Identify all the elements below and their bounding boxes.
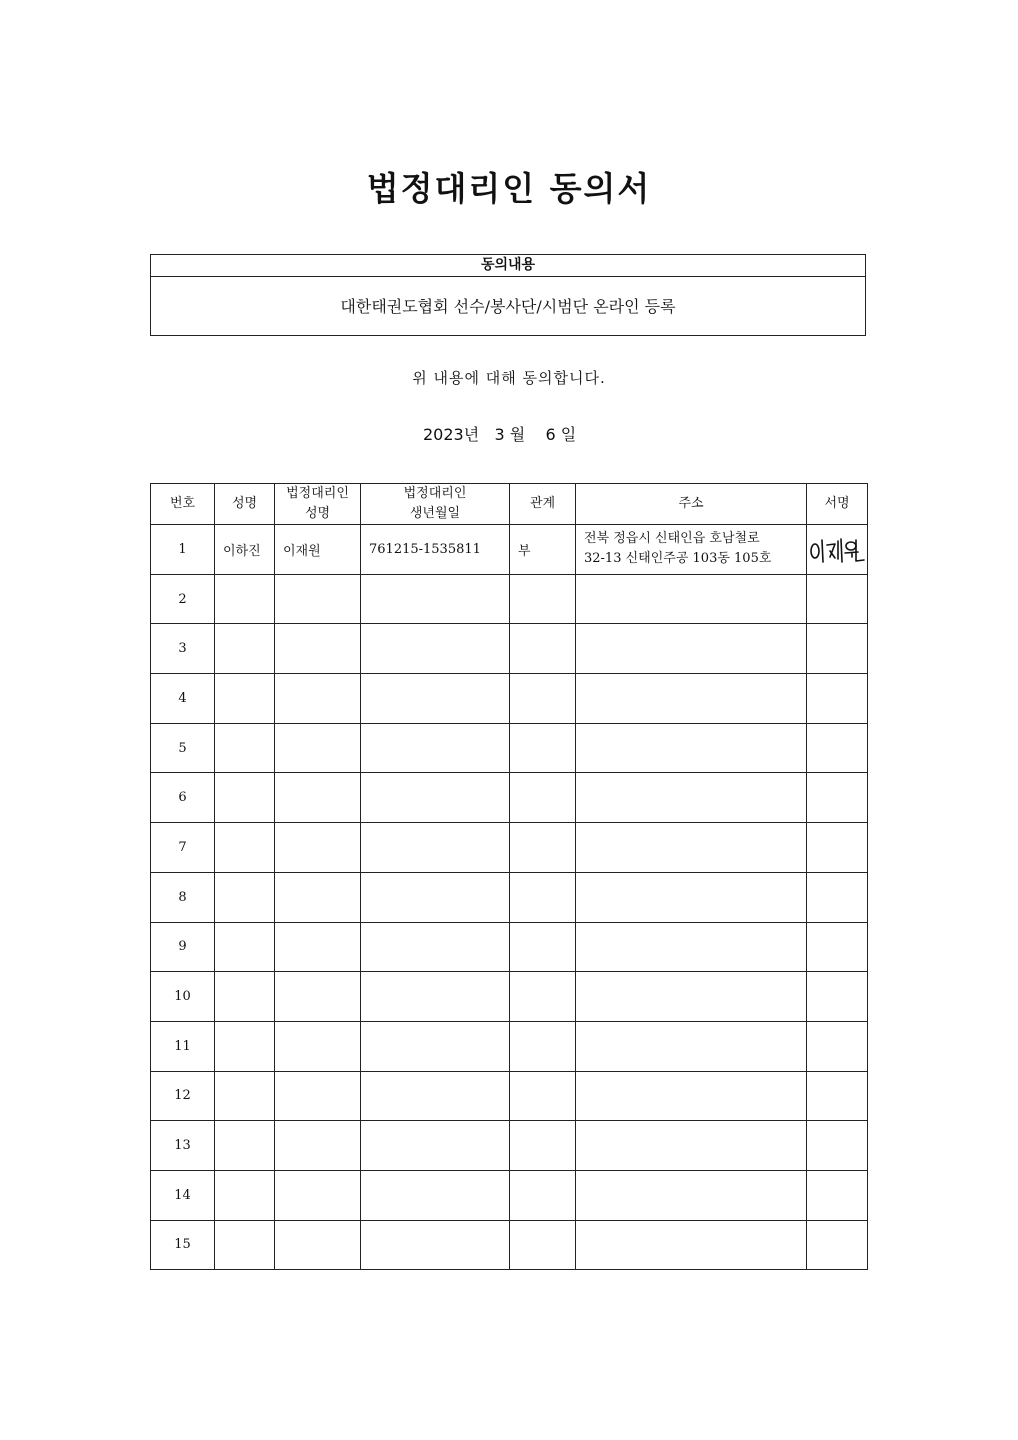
row-guardian-name xyxy=(275,1021,361,1071)
row-relation xyxy=(510,1021,576,1071)
row-guardian-name xyxy=(275,1220,361,1270)
header-guardian-birth-line1: 법정대리인 xyxy=(403,486,467,501)
row-signature xyxy=(807,624,868,674)
row-guardian-name xyxy=(275,1121,361,1171)
table-row xyxy=(151,1220,868,1270)
header-guardian-birth xyxy=(361,484,510,525)
row-no: 2 xyxy=(151,574,215,624)
row-relation: 부 xyxy=(510,525,576,575)
row-guardian-birth xyxy=(361,972,510,1022)
row-guardian-birth xyxy=(361,723,510,773)
header-guardian-name-line2: 성명 xyxy=(304,506,331,521)
row-guardian-name xyxy=(275,723,361,773)
row-no: 13 xyxy=(151,1121,215,1171)
row-address xyxy=(576,823,807,873)
header-guardian-name xyxy=(275,484,361,525)
row-signature xyxy=(807,1071,868,1121)
header-guardian-name-line1: 법정대리인 xyxy=(286,486,349,501)
row-no: 8 xyxy=(151,872,215,922)
row-no: 7 xyxy=(151,823,215,873)
row-guardian-name xyxy=(275,624,361,674)
row-name xyxy=(215,624,275,674)
row-relation xyxy=(510,674,576,724)
row-guardian-name xyxy=(275,1071,361,1121)
header-address: 주소 xyxy=(576,484,807,525)
address-line1: 전북 정읍시 신태인읍 호남철로 xyxy=(584,531,760,547)
row-signature xyxy=(807,773,868,823)
row-no: 15 xyxy=(151,1220,215,1270)
row-relation xyxy=(510,1071,576,1121)
row-signature xyxy=(807,674,868,724)
row-relation xyxy=(510,872,576,922)
row-signature xyxy=(807,922,868,972)
address-line2: 32-13 신태인주공 103동 105호 xyxy=(584,551,772,567)
table-row xyxy=(151,823,868,873)
row-name xyxy=(215,674,275,724)
table-row xyxy=(151,624,868,674)
row-no: 12 xyxy=(151,1071,215,1121)
row-guardian-birth xyxy=(361,922,510,972)
row-no: 9 xyxy=(151,922,215,972)
row-relation xyxy=(510,1220,576,1270)
row-name xyxy=(215,922,275,972)
consent-content: 대한태권도협회 선수/봉사단/시범단 온라인 등록 xyxy=(340,297,676,316)
row-address xyxy=(576,773,807,823)
row-guardian-birth xyxy=(361,1121,510,1171)
table-row xyxy=(151,723,868,773)
guardian-table xyxy=(150,483,868,1270)
document-title: 법정대리인 동의서 xyxy=(366,169,652,208)
row-name xyxy=(215,1170,275,1220)
header-guardian-birth-line2: 생년월일 xyxy=(409,506,461,521)
row-signature xyxy=(807,1021,868,1071)
row-signature xyxy=(807,872,868,922)
row-address xyxy=(576,922,807,972)
consent-box xyxy=(150,254,866,336)
row-guardian-name xyxy=(275,1170,361,1220)
row-name xyxy=(215,1121,275,1171)
row-address xyxy=(576,872,807,922)
row-guardian-name: 이재원 xyxy=(275,525,361,575)
row-signature xyxy=(807,525,868,575)
handwritten-signature xyxy=(808,529,866,569)
row-address xyxy=(576,723,807,773)
row-signature xyxy=(807,723,868,773)
row-relation xyxy=(510,574,576,624)
table-row xyxy=(151,773,868,823)
row-name xyxy=(215,1021,275,1071)
row-guardian-birth xyxy=(361,872,510,922)
row-address xyxy=(576,1220,807,1270)
row-name xyxy=(215,872,275,922)
row-no: 14 xyxy=(151,1170,215,1220)
table-row xyxy=(151,674,868,724)
row-name xyxy=(215,773,275,823)
date-day: 6 일 xyxy=(545,425,577,444)
row-guardian-birth xyxy=(361,1170,510,1220)
row-signature xyxy=(807,1220,868,1270)
header-relation: 관계 xyxy=(510,484,576,525)
row-relation xyxy=(510,823,576,873)
row-guardian-name xyxy=(275,574,361,624)
row-guardian-name xyxy=(275,773,361,823)
row-guardian-birth xyxy=(361,1021,510,1071)
row-address xyxy=(576,1121,807,1171)
table-row xyxy=(151,1021,868,1071)
row-guardian-birth xyxy=(361,1220,510,1270)
agreement-text: 위 내용에 대해 동의합니다. xyxy=(412,369,606,387)
row-guardian-name xyxy=(275,972,361,1022)
row-relation xyxy=(510,624,576,674)
row-guardian-name xyxy=(275,674,361,724)
table-header-row xyxy=(151,484,868,525)
row-no: 5 xyxy=(151,723,215,773)
row-no: 6 xyxy=(151,773,215,823)
row-signature xyxy=(807,823,868,873)
date-month: 3 월 xyxy=(494,425,526,444)
row-no: 1 xyxy=(151,525,215,575)
row-no: 3 xyxy=(151,624,215,674)
row-no: 11 xyxy=(151,1021,215,1071)
row-relation xyxy=(510,922,576,972)
row-no: 4 xyxy=(151,674,215,724)
row-name xyxy=(215,574,275,624)
header-no: 번호 xyxy=(151,484,215,525)
table-row xyxy=(151,1170,868,1220)
row-name: 이하진 xyxy=(215,525,275,575)
header-name: 성명 xyxy=(215,484,275,525)
row-no: 10 xyxy=(151,972,215,1022)
table-row xyxy=(151,1121,868,1171)
row-guardian-birth xyxy=(361,624,510,674)
row-guardian-name xyxy=(275,922,361,972)
date-year: 2023년 xyxy=(423,425,480,444)
row-guardian-birth xyxy=(361,773,510,823)
row-guardian-name xyxy=(275,823,361,873)
row-guardian-birth: 761215-1535811 xyxy=(361,525,510,575)
consent-header: 동의내용 xyxy=(151,255,865,277)
row-name xyxy=(215,823,275,873)
row-address xyxy=(576,624,807,674)
row-name xyxy=(215,972,275,1022)
row-name xyxy=(215,723,275,773)
row-name xyxy=(215,1071,275,1121)
row-guardian-name xyxy=(275,872,361,922)
row-address xyxy=(576,972,807,1022)
table-row xyxy=(151,574,868,624)
row-guardian-birth xyxy=(361,574,510,624)
row-relation xyxy=(510,972,576,1022)
row-signature xyxy=(807,574,868,624)
row-guardian-birth xyxy=(361,823,510,873)
row-address xyxy=(576,525,807,575)
row-address xyxy=(576,1021,807,1071)
row-address xyxy=(576,1071,807,1121)
header-signature: 서명 xyxy=(807,484,868,525)
row-relation xyxy=(510,723,576,773)
row-relation xyxy=(510,773,576,823)
row-guardian-birth xyxy=(361,1071,510,1121)
table-row xyxy=(151,872,868,922)
row-address xyxy=(576,1170,807,1220)
row-name xyxy=(215,1220,275,1270)
row-guardian-birth xyxy=(361,674,510,724)
row-relation xyxy=(510,1121,576,1171)
table-row xyxy=(151,1071,868,1121)
row-signature xyxy=(807,972,868,1022)
row-signature xyxy=(807,1170,868,1220)
table-row xyxy=(151,922,868,972)
table-row xyxy=(151,972,868,1022)
table-row xyxy=(151,525,868,575)
row-address xyxy=(576,674,807,724)
date-line xyxy=(423,422,576,445)
row-signature xyxy=(807,1121,868,1171)
row-address xyxy=(576,574,807,624)
row-relation xyxy=(510,1170,576,1220)
